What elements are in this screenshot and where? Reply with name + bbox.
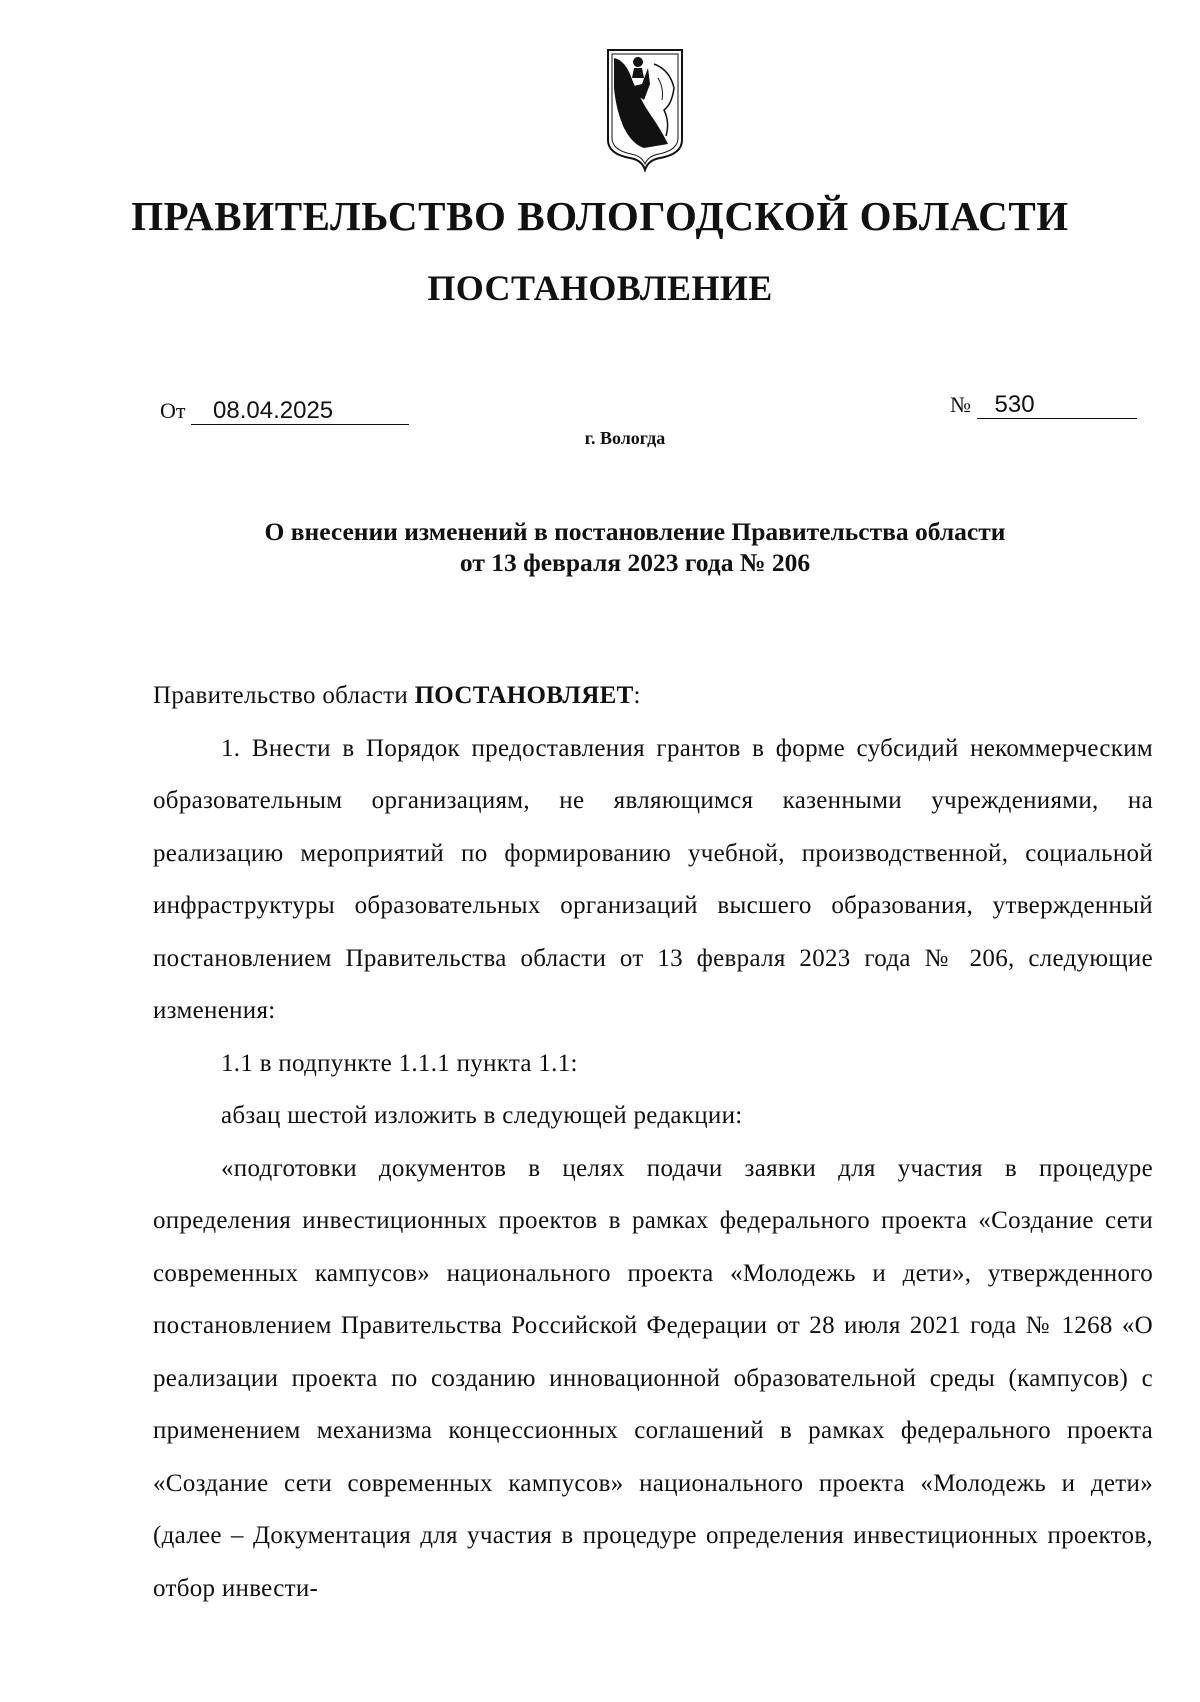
paragraph-4: «подготовки документов в целях подачи заявки для участия в процедуре определения инвестиционных проектов в рамках федерального проекта «Создание сети современных кампусов» национального проекта «Молодежь и дети», утвержденного постановлением Правительства Российской Федерации от 28 июля 2021 года № 1268 «О реализации проекта по созданию инновационной образовательной среды (кампусов) с применением механизма концессионных соглашений в рамках федерального проекта «Создание сети современных кампусов» национального проекта «Молодежь и дети» (далее – Документация для участия в процедуре определения инвестиционных проектов, отбор инвести- (153, 1154, 1153, 1602)
lead-end: : (633, 682, 641, 709)
document-body (153, 670, 1153, 1615)
lead-bold: ПОСТАНОВЛЯЕТ (414, 682, 634, 709)
coat-of-arms-icon (604, 48, 686, 172)
lead-text: Правительство области (153, 682, 415, 709)
organization-title: ПРАВИТЕЛЬСТВО ВОЛОГОДСКОЙ ОБЛАСТИ (131, 193, 1069, 239)
document-subject (180, 516, 1090, 578)
date-field (160, 398, 409, 425)
number-field (950, 392, 1137, 419)
number-prefix: № (950, 392, 971, 417)
paragraph-2: 1.1 в подпункте 1.1.1 пункта 1.1: (221, 1049, 578, 1077)
resolution-lead (153, 670, 1153, 723)
city: г. Вологда (584, 428, 666, 448)
number-value: 530 (977, 392, 1137, 419)
paragraph-3: абзац шестой изложить в следующей редакции: (221, 1102, 743, 1129)
subject-line-1: О внесении изменений в постановление Правительства области (264, 517, 1006, 546)
document-type: ПОСТАНОВЛЕНИЕ (427, 268, 773, 308)
paragraph-1: 1. Внести в Порядок предоставления грантов в форме субсидий некоммерческим образовательным организациям, не являющимся казенными учреждениями, на реализацию мероприятий по формированию учебной, производственной, социальной инфраструктуры образовательных организаций высшего образования, утвержденный постановлением Правительства области от 13 февраля 2023 года № 206, следующие изменения: (153, 734, 1153, 1024)
date-value: 08.04.2025 (191, 398, 409, 425)
date-prefix: От (160, 398, 186, 423)
subject-line-2: от 13 февраля 2023 года № 206 (459, 548, 811, 577)
